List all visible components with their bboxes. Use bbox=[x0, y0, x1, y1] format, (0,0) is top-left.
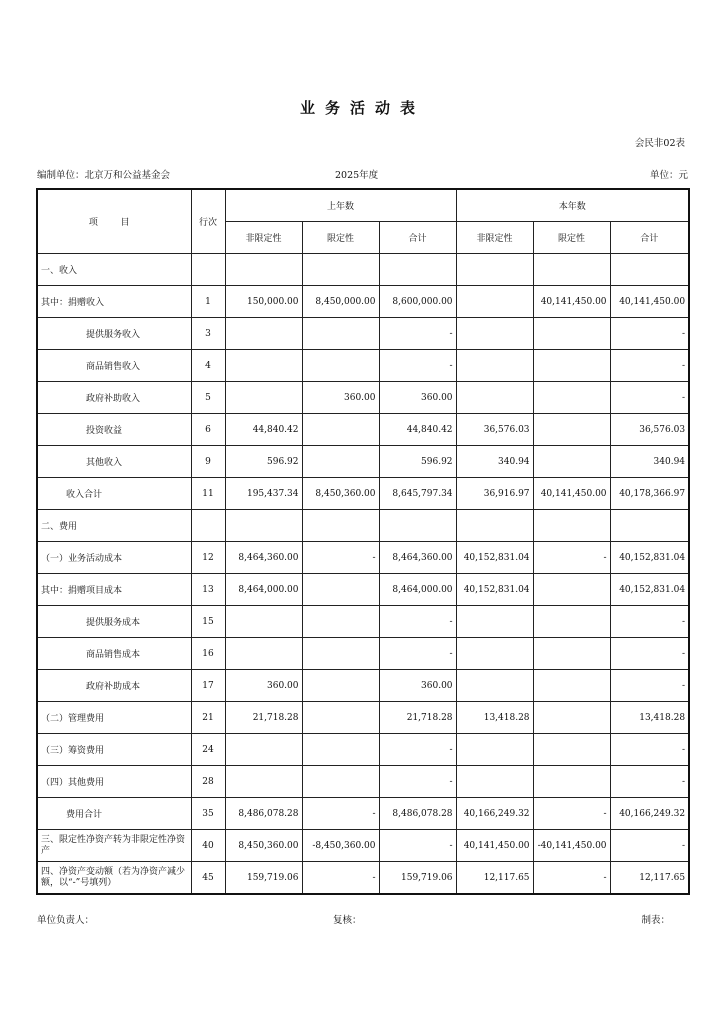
row-amount-cell: 596.92 bbox=[379, 446, 456, 478]
row-amount-cell bbox=[533, 350, 610, 382]
row-amount-cell bbox=[456, 606, 533, 638]
table-body bbox=[37, 254, 689, 895]
row-amount-cell: 40,141,450.00 bbox=[456, 830, 533, 862]
row-item-name: 政府补助成本 bbox=[37, 670, 191, 702]
row-line-number: 3 bbox=[191, 318, 225, 350]
row-amount-cell bbox=[302, 766, 379, 798]
table-row bbox=[37, 702, 689, 734]
row-amount-cell: 8,486,078.28 bbox=[379, 798, 456, 830]
row-amount-cell: 40,152,831.04 bbox=[456, 574, 533, 606]
row-amount-cell: 360.00 bbox=[379, 382, 456, 414]
row-amount-cell: - bbox=[302, 798, 379, 830]
table-row bbox=[37, 574, 689, 606]
row-amount-cell: - bbox=[610, 670, 689, 702]
row-line-number: 35 bbox=[191, 798, 225, 830]
row-amount-cell: - bbox=[379, 318, 456, 350]
row-amount-cell bbox=[533, 414, 610, 446]
row-amount-cell bbox=[533, 510, 610, 542]
row-line-number: 45 bbox=[191, 862, 225, 895]
row-item-name: 提供服务成本 bbox=[37, 606, 191, 638]
row-amount-cell: - bbox=[379, 830, 456, 862]
row-amount-cell bbox=[533, 382, 610, 414]
row-amount-cell bbox=[225, 318, 302, 350]
row-amount-cell: 360.00 bbox=[379, 670, 456, 702]
row-item-name: 三、限定性净资产转为非限定性净资产 bbox=[37, 830, 191, 862]
table-row bbox=[37, 286, 689, 318]
row-amount-cell: 40,166,249.32 bbox=[610, 798, 689, 830]
row-amount-cell: - bbox=[379, 734, 456, 766]
row-amount-cell bbox=[302, 734, 379, 766]
row-amount-cell: - bbox=[533, 798, 610, 830]
header-curr-unrestricted: 非限定性 bbox=[456, 222, 533, 254]
row-amount-cell: 13,418.28 bbox=[456, 702, 533, 734]
row-amount-cell bbox=[533, 702, 610, 734]
row-amount-cell: 340.94 bbox=[456, 446, 533, 478]
row-amount-cell: - bbox=[379, 766, 456, 798]
row-line-number: 6 bbox=[191, 414, 225, 446]
row-item-name: 四、净资产变动额（若为净资产减少额，以“-”号填列） bbox=[37, 862, 191, 895]
row-amount-cell bbox=[456, 670, 533, 702]
header-curr-restricted: 限定性 bbox=[533, 222, 610, 254]
row-item-name: 商品销售成本 bbox=[37, 638, 191, 670]
row-amount-cell: 8,464,000.00 bbox=[225, 574, 302, 606]
report-meta bbox=[37, 167, 688, 181]
table-row bbox=[37, 638, 689, 670]
row-item-name: 其中：捐赠项目成本 bbox=[37, 574, 191, 606]
row-amount-cell: - bbox=[533, 542, 610, 574]
report-year: 2025年度 bbox=[335, 170, 379, 181]
row-amount-cell bbox=[225, 382, 302, 414]
header-prev-year: 上年数 bbox=[225, 189, 456, 222]
row-amount-cell: 40,141,450.00 bbox=[610, 286, 689, 318]
row-amount-cell bbox=[302, 702, 379, 734]
row-line-number: 40 bbox=[191, 830, 225, 862]
row-amount-cell: 360.00 bbox=[302, 382, 379, 414]
row-amount-cell bbox=[533, 766, 610, 798]
row-item-name: （二）管理费用 bbox=[37, 702, 191, 734]
row-line-number: 4 bbox=[191, 350, 225, 382]
row-amount-cell: - bbox=[610, 382, 689, 414]
row-item-name: 其中：捐赠收入 bbox=[37, 286, 191, 318]
row-amount-cell: 12,117.65 bbox=[610, 862, 689, 895]
row-amount-cell bbox=[533, 670, 610, 702]
row-amount-cell: 340.94 bbox=[610, 446, 689, 478]
row-amount-cell bbox=[302, 446, 379, 478]
row-amount-cell bbox=[456, 638, 533, 670]
row-amount-cell bbox=[456, 350, 533, 382]
row-amount-cell bbox=[302, 606, 379, 638]
header-prev-unrestricted: 非限定性 bbox=[225, 222, 302, 254]
row-amount-cell bbox=[610, 510, 689, 542]
row-amount-cell bbox=[379, 254, 456, 286]
row-amount-cell bbox=[533, 638, 610, 670]
table-row bbox=[37, 382, 689, 414]
row-amount-cell bbox=[225, 734, 302, 766]
table-row bbox=[37, 318, 689, 350]
row-amount-cell bbox=[533, 734, 610, 766]
row-amount-cell bbox=[533, 574, 610, 606]
row-amount-cell: - bbox=[533, 862, 610, 895]
row-amount-cell bbox=[533, 446, 610, 478]
row-amount-cell: 8,450,360.00 bbox=[225, 830, 302, 862]
row-amount-cell bbox=[456, 318, 533, 350]
row-amount-cell bbox=[379, 510, 456, 542]
row-amount-cell: 159,719.06 bbox=[379, 862, 456, 895]
row-amount-cell: 40,152,831.04 bbox=[610, 574, 689, 606]
row-amount-cell: 36,576.03 bbox=[456, 414, 533, 446]
row-amount-cell: 596.92 bbox=[225, 446, 302, 478]
row-amount-cell: 12,117.65 bbox=[456, 862, 533, 895]
row-amount-cell: 40,178,366.97 bbox=[610, 478, 689, 510]
row-amount-cell bbox=[456, 766, 533, 798]
footer-head: 单位负责人： bbox=[37, 915, 95, 926]
row-line-number: 5 bbox=[191, 382, 225, 414]
row-amount-cell bbox=[225, 766, 302, 798]
table-row bbox=[37, 862, 689, 895]
row-amount-cell: 8,464,360.00 bbox=[379, 542, 456, 574]
row-amount-cell: - bbox=[610, 350, 689, 382]
row-item-name: 提供服务收入 bbox=[37, 318, 191, 350]
row-amount-cell bbox=[225, 510, 302, 542]
row-amount-cell bbox=[302, 318, 379, 350]
form-code: 会民非02表 bbox=[634, 138, 685, 149]
row-item-name: 商品销售收入 bbox=[37, 350, 191, 382]
row-line-number: 13 bbox=[191, 574, 225, 606]
row-amount-cell: - bbox=[610, 766, 689, 798]
row-item-name: （一）业务活动成本 bbox=[37, 542, 191, 574]
row-line-number: 21 bbox=[191, 702, 225, 734]
row-amount-cell: 44,840.42 bbox=[225, 414, 302, 446]
row-amount-cell: 159,719.06 bbox=[225, 862, 302, 895]
table-row bbox=[37, 254, 689, 286]
row-amount-cell: 44,840.42 bbox=[379, 414, 456, 446]
row-amount-cell: - bbox=[610, 318, 689, 350]
header-curr-total: 合计 bbox=[610, 222, 689, 254]
table-row bbox=[37, 414, 689, 446]
header-item: 项 目 bbox=[37, 189, 191, 254]
row-amount-cell bbox=[302, 350, 379, 382]
row-amount-cell bbox=[225, 606, 302, 638]
row-amount-cell bbox=[302, 510, 379, 542]
row-amount-cell bbox=[302, 254, 379, 286]
row-amount-cell: 195,437.34 bbox=[225, 478, 302, 510]
row-amount-cell bbox=[533, 318, 610, 350]
row-amount-cell bbox=[302, 414, 379, 446]
header-prev-restricted: 限定性 bbox=[302, 222, 379, 254]
row-amount-cell: 40,141,450.00 bbox=[533, 478, 610, 510]
row-amount-cell: 40,141,450.00 bbox=[533, 286, 610, 318]
row-item-name: 收入合计 bbox=[37, 478, 191, 510]
row-line-number: 15 bbox=[191, 606, 225, 638]
table-row bbox=[37, 510, 689, 542]
row-line-number bbox=[191, 510, 225, 542]
row-amount-cell: - bbox=[610, 638, 689, 670]
row-item-name: 政府补助收入 bbox=[37, 382, 191, 414]
row-amount-cell: -8,450,360.00 bbox=[302, 830, 379, 862]
row-item-name: 投资收益 bbox=[37, 414, 191, 446]
table-row bbox=[37, 606, 689, 638]
row-amount-cell: 36,916.97 bbox=[456, 478, 533, 510]
row-amount-cell: - bbox=[379, 350, 456, 382]
row-line-number: 16 bbox=[191, 638, 225, 670]
table-row bbox=[37, 830, 689, 862]
row-amount-cell bbox=[225, 350, 302, 382]
row-amount-cell: -40,141,450.00 bbox=[533, 830, 610, 862]
row-amount-cell: 8,600,000.00 bbox=[379, 286, 456, 318]
row-amount-cell: - bbox=[302, 542, 379, 574]
table-row bbox=[37, 542, 689, 574]
table-row bbox=[37, 446, 689, 478]
footer-review: 复核： bbox=[333, 915, 362, 926]
currency-unit: 单位：元 bbox=[649, 170, 688, 181]
row-amount-cell: - bbox=[302, 862, 379, 895]
row-line-number bbox=[191, 254, 225, 286]
row-line-number: 11 bbox=[191, 478, 225, 510]
row-line-number: 9 bbox=[191, 446, 225, 478]
report-title: 业务活动表 bbox=[299, 99, 425, 117]
row-amount-cell bbox=[456, 510, 533, 542]
row-line-number: 28 bbox=[191, 766, 225, 798]
row-item-name: 二、费用 bbox=[37, 510, 191, 542]
row-amount-cell: - bbox=[610, 734, 689, 766]
row-amount-cell: 36,576.03 bbox=[610, 414, 689, 446]
row-amount-cell: 40,152,831.04 bbox=[456, 542, 533, 574]
row-amount-cell: 8,450,000.00 bbox=[302, 286, 379, 318]
table-row bbox=[37, 670, 689, 702]
row-line-number: 17 bbox=[191, 670, 225, 702]
header-prev-total: 合计 bbox=[379, 222, 456, 254]
row-amount-cell: 21,718.28 bbox=[225, 702, 302, 734]
row-amount-cell bbox=[610, 254, 689, 286]
row-amount-cell: 8,450,360.00 bbox=[302, 478, 379, 510]
table-row bbox=[37, 734, 689, 766]
row-amount-cell bbox=[456, 286, 533, 318]
header-curr-year: 本年数 bbox=[456, 189, 689, 222]
row-amount-cell: 360.00 bbox=[225, 670, 302, 702]
row-amount-cell bbox=[302, 638, 379, 670]
table-row bbox=[37, 350, 689, 382]
row-amount-cell: 8,464,360.00 bbox=[225, 542, 302, 574]
row-amount-cell bbox=[533, 254, 610, 286]
row-amount-cell bbox=[456, 382, 533, 414]
row-amount-cell: - bbox=[610, 606, 689, 638]
row-amount-cell: 8,464,000.00 bbox=[379, 574, 456, 606]
row-amount-cell: 8,645,797.34 bbox=[379, 478, 456, 510]
row-item-name: 费用合计 bbox=[37, 798, 191, 830]
row-amount-cell: 21,718.28 bbox=[379, 702, 456, 734]
header-line: 行次 bbox=[191, 189, 225, 254]
row-amount-cell: - bbox=[379, 606, 456, 638]
preparing-organization: 编制单位：北京万和公益基金会 bbox=[37, 170, 171, 181]
row-amount-cell: 150,000.00 bbox=[225, 286, 302, 318]
row-amount-cell bbox=[225, 254, 302, 286]
row-item-name: （三）筹资费用 bbox=[37, 734, 191, 766]
row-amount-cell bbox=[225, 638, 302, 670]
row-amount-cell bbox=[456, 734, 533, 766]
row-amount-cell: 40,166,249.32 bbox=[456, 798, 533, 830]
row-amount-cell bbox=[302, 670, 379, 702]
row-amount-cell bbox=[456, 254, 533, 286]
row-line-number: 1 bbox=[191, 286, 225, 318]
row-item-name: 一、收入 bbox=[37, 254, 191, 286]
table-row bbox=[37, 478, 689, 510]
row-amount-cell: 13,418.28 bbox=[610, 702, 689, 734]
footer-prepared: 制表： bbox=[641, 915, 670, 926]
row-line-number: 12 bbox=[191, 542, 225, 574]
row-amount-cell: 8,486,078.28 bbox=[225, 798, 302, 830]
row-amount-cell: 40,152,831.04 bbox=[610, 542, 689, 574]
row-amount-cell: - bbox=[610, 830, 689, 862]
activity-statement-table bbox=[36, 188, 690, 895]
table-row bbox=[37, 766, 689, 798]
table-row bbox=[37, 798, 689, 830]
row-line-number: 24 bbox=[191, 734, 225, 766]
row-item-name: （四）其他费用 bbox=[37, 766, 191, 798]
row-amount-cell bbox=[302, 574, 379, 606]
row-amount-cell bbox=[533, 606, 610, 638]
row-item-name: 其他收入 bbox=[37, 446, 191, 478]
row-amount-cell: - bbox=[379, 638, 456, 670]
